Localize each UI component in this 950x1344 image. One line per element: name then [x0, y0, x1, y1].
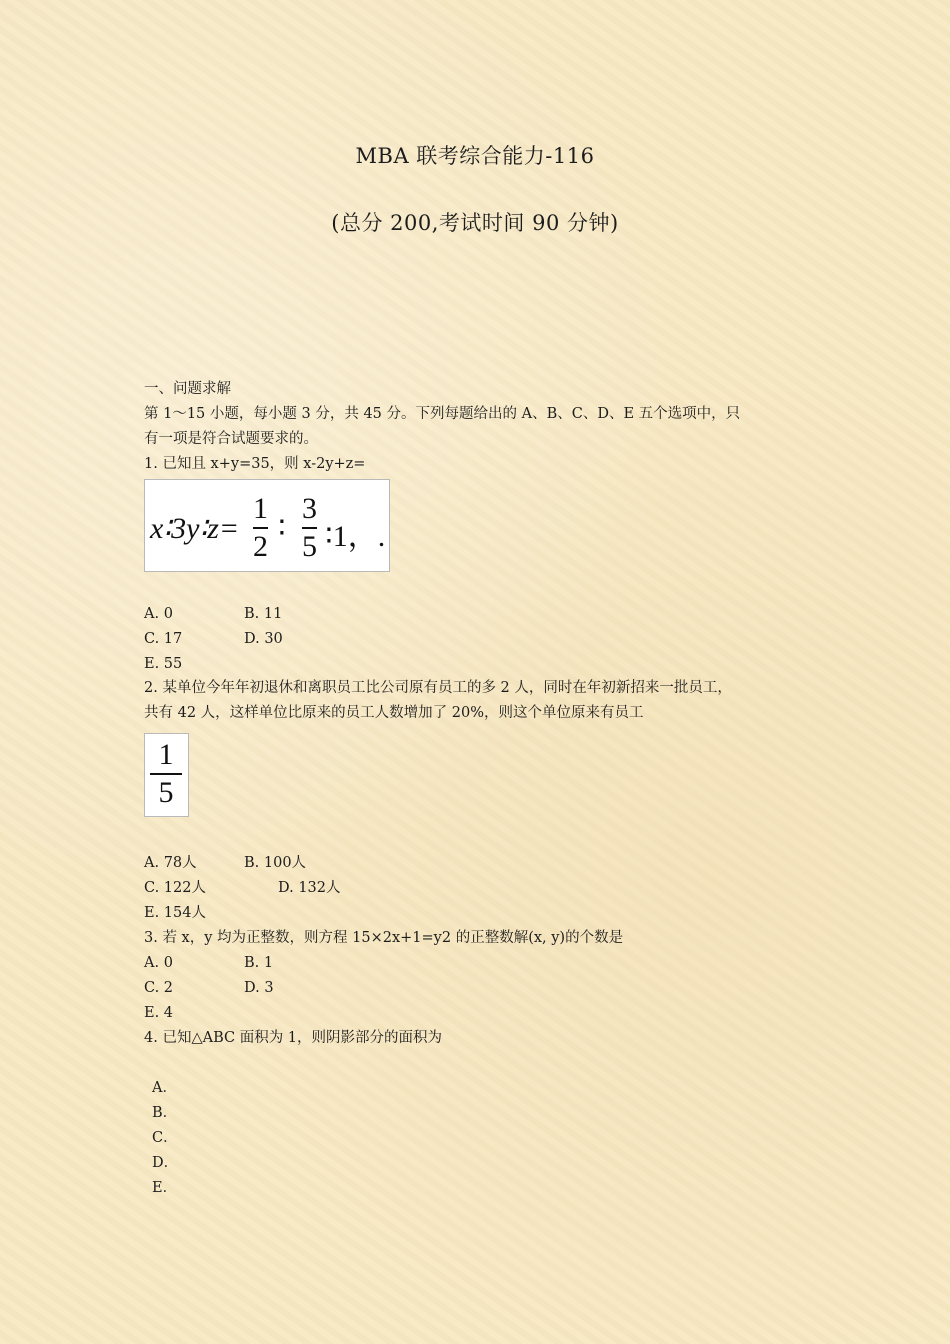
q3-option-d: D. 3: [244, 980, 274, 996]
fraction-bar: [253, 527, 268, 529]
fraction-denominator: 5: [302, 529, 317, 563]
q4-option-c: C．: [152, 1130, 178, 1146]
q3-option-b: B. 1: [244, 955, 274, 971]
question-1-text: 1. 已知且 x+y=35，则 x-2y+z=: [144, 456, 366, 472]
section-heading: 一、问题求解: [144, 381, 231, 397]
doc-subtitle: (总分 200,考试时间 90 分钟): [331, 211, 619, 235]
fraction-numerator: 1: [253, 492, 268, 525]
formula-lhs: x∶3y∶z=: [150, 512, 240, 545]
fraction-numerator: 3: [302, 492, 317, 525]
question-2-text-2: 共有 42 人，这样单位比原来的员工人数增加了 20%，则这个单位原来有员工: [144, 705, 644, 721]
q2-option-e: E. 154人: [144, 905, 206, 921]
q4-option-d: D．: [152, 1155, 179, 1171]
question-4-text: 4. 已知△ABC 面积为 1，则阴影部分的面积为: [144, 1030, 443, 1046]
formula-fraction-1: [253, 494, 268, 562]
section-instructions-1: 第 1～15 小题，每小题 3 分，共 45 分。下列每题给出的 A、B、C、D、E 五个选项中，只: [144, 406, 741, 422]
q2-option-d: D. 132人: [278, 880, 341, 896]
q3-option-e: E. 4: [144, 1005, 174, 1021]
fraction-denominator: 5: [158, 775, 174, 809]
formula-tail: ∶1，.: [325, 520, 386, 553]
fraction-denominator: 2: [253, 529, 268, 563]
section-instructions-2: 有一项是符合试题要求的。: [144, 431, 318, 447]
q2-option-b: B. 100人: [244, 855, 307, 871]
q3-option-a: A. 0: [144, 955, 173, 971]
formula-fraction: [150, 740, 182, 808]
formula-fraction-2: [302, 494, 317, 562]
q1-option-e: E. 55: [144, 656, 183, 672]
fraction-bar: [150, 773, 182, 775]
question-2-text-1: 2. 某单位今年年初退休和离职员工比公司原有员工的多 2 人，同时在年初新招来一批员工，: [144, 680, 732, 696]
q1-option-b: B. 11: [244, 606, 283, 622]
q2-option-c: C. 122人: [144, 880, 206, 896]
question-1-formula-image: [144, 479, 390, 572]
doc-title: MBA 联考综合能力-116: [355, 144, 595, 168]
formula-separator: ∶: [278, 512, 286, 545]
fraction-bar: [302, 527, 317, 529]
q3-option-c: C. 2: [144, 980, 174, 996]
q1-option-a: A. 0: [144, 606, 173, 622]
q4-option-b: B．: [152, 1105, 178, 1121]
fraction-numerator: 1: [158, 738, 174, 771]
q1-option-d: D. 30: [244, 631, 283, 647]
q4-option-a: A．: [152, 1080, 177, 1096]
q2-option-a: A. 78人: [144, 855, 197, 871]
question-2-formula-image: [144, 733, 189, 817]
question-3-text: 3. 若 x，y 均为正整数，则方程 15×2x+1=y2 的正整数解(x, y)的个数是: [144, 930, 624, 946]
q4-option-e: E．: [152, 1180, 178, 1196]
q1-option-c: C. 17: [144, 631, 183, 647]
